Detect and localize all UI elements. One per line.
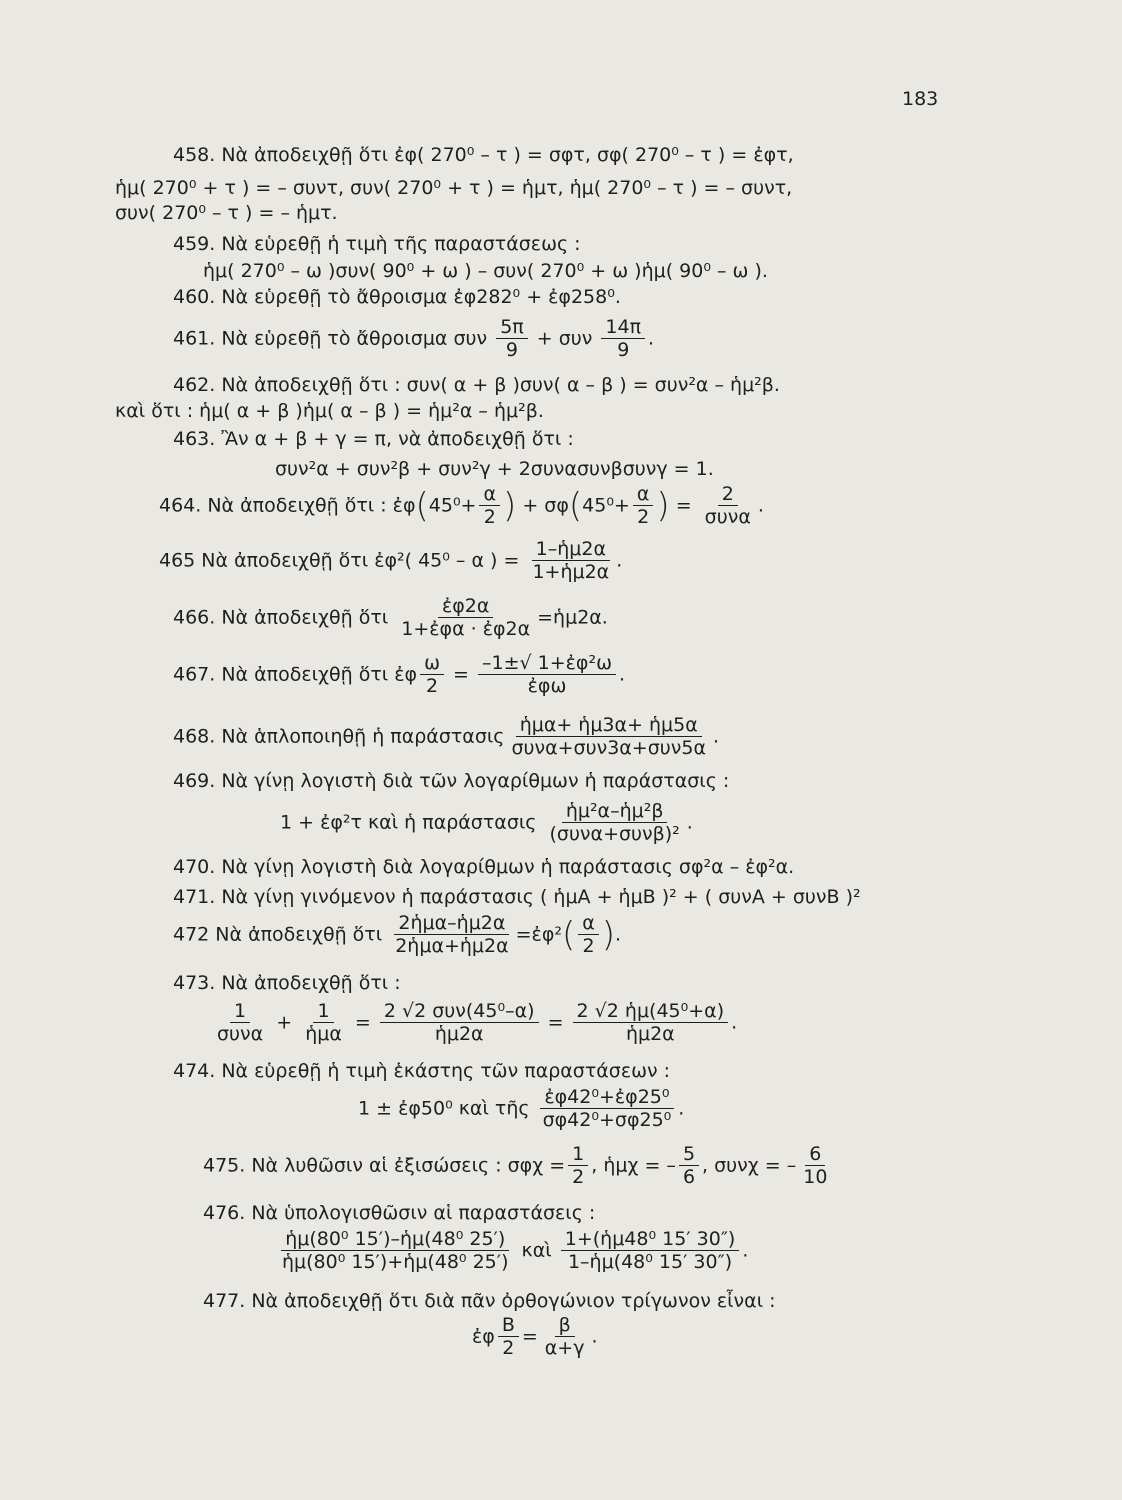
exercise-462-line2: καὶ ὅτι : ἡμ( α + β )ἡμ( α – β ) = ἡμ²α – ἡμ²β.: [115, 400, 544, 422]
numerator: ἐφ2α: [438, 597, 493, 618]
equals: =: [521, 1325, 538, 1348]
exercise-468: [173, 716, 719, 758]
numerator: ἡμ(80⁰ 15′)–ἡμ(48⁰ 25′): [281, 1230, 509, 1251]
exercise-468-text: 468. Νὰ ἁπλοποιηθῇ ἡ παράστασις: [173, 725, 505, 748]
equals: =: [547, 1011, 564, 1034]
numerator: 2ἡμα–ἡμ2α: [394, 914, 509, 935]
denominator: 2: [637, 506, 650, 528]
punctuation: .: [615, 923, 622, 946]
operator: + σφ: [522, 494, 569, 517]
exercise-469-text: 1 + ἐφ²τ καὶ ἡ παράστασις: [280, 811, 537, 834]
result: =ἡμ2α.: [537, 606, 608, 629]
exercise-472-text: 472 Νὰ ἀποδειχθῇ ὅτι: [173, 923, 383, 946]
paren: (: [568, 486, 583, 526]
result: =ἐφ²: [515, 923, 562, 946]
exercise-460: 460. Νὰ εὑρεθῇ τὸ ἄθροισμα ἐφ282⁰ + ἐφ258⁰.: [173, 286, 621, 308]
fraction-1-2: [568, 1145, 588, 1187]
operator: +: [276, 1011, 293, 1034]
numerator: β: [555, 1316, 575, 1337]
fraction-1-cos: [213, 1002, 267, 1044]
punctuation: .: [713, 725, 720, 748]
exercise-462-line1: 462. Νὰ ἀποδειχθῇ ὅτι : συν( α + β )συν( α – β ) = συν²α – ἡμ²β.: [173, 374, 780, 396]
punctuation: .: [678, 1097, 685, 1120]
fraction: [528, 540, 613, 582]
equals: =: [453, 663, 469, 686]
denominator: συνα+συν3α+συν5α: [511, 737, 706, 759]
fraction: [561, 1230, 740, 1272]
fraction: [391, 914, 512, 956]
exercise-466-text: 466. Νὰ ἀποδειχθῇ ὅτι: [173, 606, 389, 629]
exercise-463-line1: 463. Ἂν α + β + γ = π, νὰ ἀποδειχθῇ ὅτι :: [173, 428, 574, 450]
denominator: 10: [803, 1166, 828, 1188]
denominator: ἡμ2α: [625, 1023, 675, 1045]
exercise-475-text: 475. Νὰ λυθῶσιν αἱ ἐξισώσεις : σφχ =: [203, 1154, 566, 1177]
punctuation: .: [757, 494, 764, 517]
fraction: [539, 1088, 676, 1130]
fraction: [478, 654, 616, 696]
fraction: [545, 802, 683, 844]
exercise-458-line1: 458. Νὰ ἀποδειχθῇ ὅτι ἐφ( 270⁰ – τ ) = σφτ, σφ( 270⁰ – τ ) = ἐφτ,: [173, 144, 794, 166]
exercise-467: [173, 654, 625, 696]
numerator: 6: [805, 1145, 825, 1166]
numerator: ω: [420, 654, 444, 675]
fraction: [380, 1002, 539, 1044]
denominator: συνα: [704, 506, 751, 528]
conjunction: καὶ: [521, 1239, 552, 1262]
exercise-464-text: 464. Νὰ ἀποδειχθῇ ὅτι : ἐφ: [159, 494, 416, 517]
page-number: 183: [902, 88, 939, 110]
equals: =: [675, 494, 692, 517]
numerator: α: [633, 485, 654, 506]
denominator: 2ἡμα+ἡμ2α: [395, 935, 509, 957]
exercise-467-text: 467. Νὰ ἀποδειχθῇ ὅτι ἐφ: [173, 663, 418, 686]
exercise-465-text: 465 Νὰ ἀποδειχθῇ ὅτι ἐφ²( 45⁰ – α ) =: [159, 549, 520, 572]
numerator: 1–ἡμ2α: [532, 540, 610, 561]
exercise-466: [173, 597, 608, 639]
exercise-472: [173, 914, 621, 956]
fraction: [573, 1002, 729, 1044]
exercise-476-line2: [275, 1230, 748, 1272]
punctuation: .: [648, 327, 655, 350]
denominator: συνα: [217, 1023, 264, 1045]
exercise-459-line1: 459. Νὰ εὑρεθῇ ἡ τιμὴ τῆς παραστάσεως :: [173, 233, 581, 255]
exercise-476-line1: 476. Νὰ ὑπολογισθῶσιν αἱ παραστάσεις :: [203, 1202, 596, 1224]
exercise-471: 471. Νὰ γίνῃ γινόμενον ἡ παράστασις ( ἡμΑ + ἡμΒ )² + ( συνΑ + συνΒ )²: [173, 886, 861, 908]
punctuation: .: [686, 811, 693, 834]
fraction: [541, 1316, 589, 1358]
fraction-B-2: [498, 1316, 519, 1358]
exercise-458-line3: συν( 270⁰ – τ ) = – ἡμτ.: [115, 202, 338, 224]
exercise-474-text: 1 ± ἐφ50⁰ καὶ τῆς: [358, 1097, 530, 1120]
fraction-alpha-2: [578, 914, 599, 956]
fraction-omega-2: [420, 654, 444, 696]
fraction-1-sin: [301, 1002, 346, 1044]
numerator: –1±√ 1+ἐφ²ω: [478, 654, 616, 675]
numerator: α: [578, 914, 599, 935]
fraction-alpha-2: [479, 485, 500, 527]
punctuation: .: [742, 1239, 749, 1262]
numerator: α: [479, 485, 500, 506]
equals: =: [354, 1011, 371, 1034]
denominator: 2: [582, 935, 595, 957]
numerator: 1: [230, 1002, 250, 1023]
term: 45⁰+: [428, 494, 477, 517]
paren: (: [561, 915, 576, 955]
denominator: α+γ: [544, 1337, 585, 1359]
exercise-469-line1: 469. Νὰ γίνῃ λογιστὴ διὰ τῶν λογαρίθμων ἡ παράστασις :: [173, 770, 730, 792]
text: , συνχ = –: [702, 1154, 797, 1177]
exercise-463-line2: συν²α + συν²β + συν²γ + 2συνασυνβσυνγ = 1.: [275, 458, 714, 480]
numerator: 14π: [601, 318, 645, 339]
punctuation: .: [616, 549, 623, 572]
exercise-475: [203, 1145, 834, 1187]
punctuation: .: [731, 1011, 738, 1034]
fraction-6-10: [799, 1145, 831, 1187]
fraction: [397, 597, 534, 639]
fraction-2-cos: [701, 485, 755, 527]
denominator: 2: [572, 1166, 585, 1188]
punctuation: .: [619, 663, 626, 686]
numerator: 1+(ἡμ48⁰ 15′ 30″): [561, 1230, 740, 1251]
exercise-474-line2: [358, 1088, 684, 1130]
numerator: ἡμα+ ἡμ3α+ ἡμ5α: [516, 716, 702, 737]
denominator: ἐφω: [527, 675, 567, 697]
exercise-469-line2: [280, 802, 693, 844]
term: 45⁰+: [582, 494, 630, 517]
numerator: ἡμ²α–ἡμ²β: [562, 802, 668, 823]
denominator: 1–ἡμ(48⁰ 15′ 30″): [567, 1251, 733, 1273]
operator: + συν: [536, 327, 593, 350]
exercise-473-line1: 473. Νὰ ἀποδειχθῇ ὅτι :: [173, 972, 401, 994]
numerator: ἐφ42⁰+ἐφ25⁰: [540, 1088, 673, 1109]
exercise-458-line2: ἡμ( 270⁰ + τ ) = – συντ, συν( 270⁰ + τ ) = ἡμτ, ἡμ( 270⁰ – τ ) = – συντ,: [115, 177, 793, 199]
numerator: 5: [679, 1145, 699, 1166]
paren: ): [503, 486, 517, 526]
numerator: Β: [498, 1316, 519, 1337]
exercise-470: 470. Νὰ γίνῃ λογιστὴ διὰ λογαρίθμων ἡ παράστασις σφ²α – ἐφ²α.: [173, 856, 795, 878]
numerator: 2 √2 συν(45⁰–α): [380, 1002, 539, 1023]
text: , ἡμχ = –: [591, 1154, 676, 1177]
denominator: 2: [502, 1337, 515, 1359]
denominator: ἡμ(80⁰ 15′)+ἡμ(48⁰ 25′): [282, 1251, 509, 1273]
numerator: 1: [313, 1002, 333, 1023]
exercise-461-text: 461. Νὰ εὑρεθῇ τὸ ἄθροισμα συν: [173, 327, 488, 350]
exercise-461: [173, 318, 654, 360]
fraction: [507, 716, 710, 758]
denominator: 9: [505, 339, 518, 361]
exercise-464: [159, 485, 764, 527]
fraction-5pi-9: [496, 318, 528, 360]
numerator: 5π: [496, 318, 528, 339]
exercise-474-line1: 474. Νὰ εὑρεθῇ ἡ τιμὴ ἑκάστης τῶν παραστάσεων :: [173, 1060, 671, 1082]
denominator: ἡμ2α: [434, 1023, 484, 1045]
denominator: 2: [483, 506, 496, 528]
denominator: ἡμα: [305, 1023, 342, 1045]
numerator: 2 √2 ἡμ(45⁰+α): [573, 1002, 729, 1023]
fraction-alpha-2: [633, 485, 654, 527]
exercise-465: [159, 540, 622, 582]
denominator: 2: [425, 675, 439, 697]
denominator: 6: [682, 1166, 696, 1188]
exercise-473-line2: [210, 1002, 737, 1044]
exercise-477-line2: [472, 1316, 598, 1358]
denominator: 9: [617, 339, 630, 361]
exercise-477-line1: 477. Νὰ ἀποδειχθῇ ὅτι διὰ πᾶν ὀρθογώνιον τρίγωνον εἶναι :: [203, 1290, 776, 1312]
numerator: 2: [718, 485, 738, 506]
punctuation: .: [591, 1325, 598, 1348]
denominator: σφ42⁰+σφ25⁰: [542, 1109, 672, 1131]
fraction-5-6: [679, 1145, 699, 1187]
denominator: 1+ἡμ2α: [532, 561, 610, 583]
denominator: 1+ἐφα · ἐφ2α: [401, 618, 531, 640]
numerator: 1: [568, 1145, 588, 1166]
fraction: [278, 1230, 512, 1272]
text: ἐφ: [472, 1325, 495, 1348]
exercise-459-line2: ἡμ( 270⁰ – ω )συν( 90⁰ + ω ) – συν( 270⁰ + ω )ἡμ( 90⁰ – ω ).: [203, 260, 768, 282]
paren: ): [656, 486, 670, 526]
paren: ): [601, 915, 616, 955]
denominator: (συνα+συνβ)²: [549, 823, 680, 845]
paren: (: [415, 486, 429, 526]
fraction-14pi-9: [601, 318, 645, 360]
